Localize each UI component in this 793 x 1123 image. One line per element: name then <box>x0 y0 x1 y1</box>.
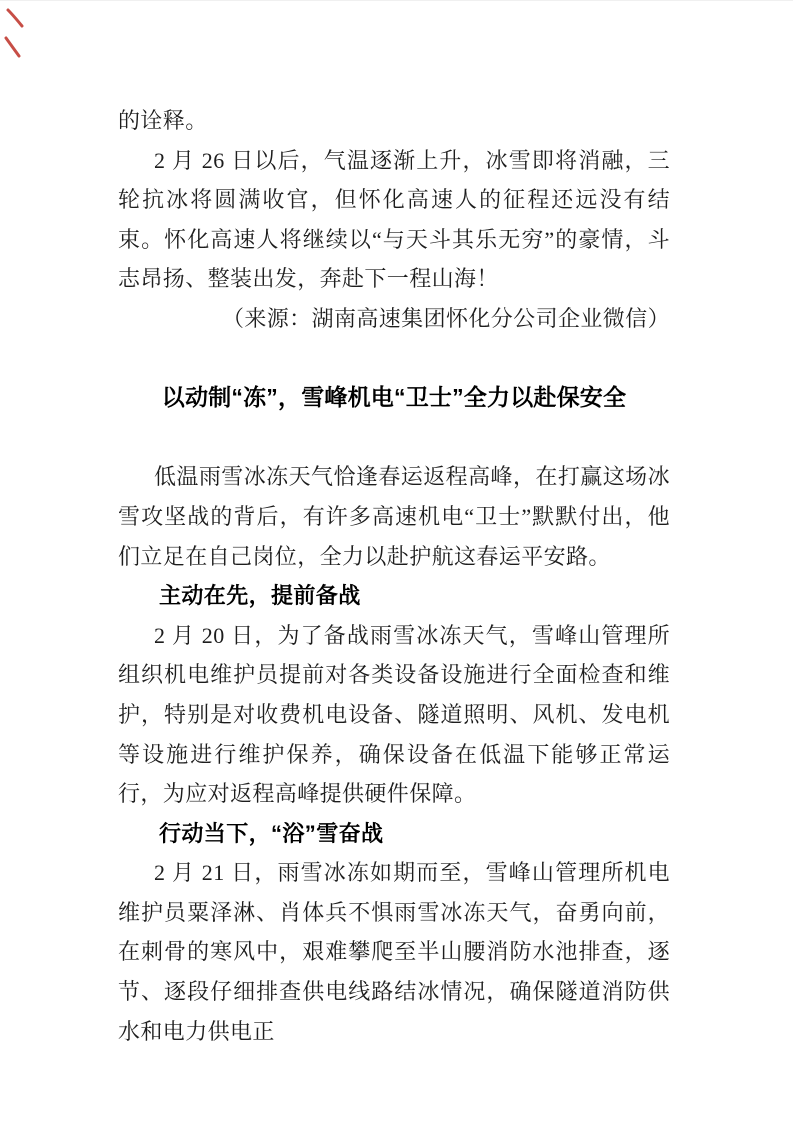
paragraph-intro: 低温雨雪冰冻天气恰逢春运返程高峰，在打赢这场冰雪攻坚战的背后，有许多高速机电“卫士”默默付出，他们立足在自己岗位，全力以赴护航这春运平安路。 <box>118 464 670 569</box>
article-title: 以动制“冻”，雪峰机电“卫士”全力以赴保安全 <box>161 384 627 411</box>
red-corner-marks-icon <box>3 5 29 63</box>
paragraph-action: 2 月 21 日，雨雪冰冻如期而至，雪峰山管理所机电维护员粟泽淋、肖体兵不惧雨雪冰冻天气，奋勇向前，在刺骨的寒风中，艰难攀爬至半山腰消防水池排查，逐节、逐段仔细排查供电线路结冰情况，确保隧道消防供水和电力供电正 <box>118 860 670 1044</box>
paragraph-fragment: 的诠释。 <box>118 108 208 133</box>
source-attribution: （来源：湖南高速集团怀化分公司企业微信） <box>221 305 670 331</box>
document-content <box>118 101 670 1051</box>
subhead-action: 行动当下，“浴”雪奋战 <box>159 820 384 846</box>
paragraph-prepare: 2 月 20 日，为了备战雨雪冰冻天气，雪峰山管理所组织机电维护员提前对各类设备设施进行全面检查和维护，特别是对收费机电设备、隧道照明、风机、发电机等设施进行维护保养，确保设备在低温下能够正常运行，为应对返程高峰提供硬件保障。 <box>118 622 670 807</box>
subhead-prepare: 主动在先，提前备战 <box>159 583 361 609</box>
paragraph-weather-outlook: 2 月 26 日以后，气温逐渐上升，冰雪即将消融，三轮抗冰将圆满收官，但怀化高速人的征程还远没有结束。怀化高速人将继续以“与天斗其乐无穷”的豪情，斗志昂扬、整装出发，奔赴下一程山海！ <box>118 147 670 292</box>
